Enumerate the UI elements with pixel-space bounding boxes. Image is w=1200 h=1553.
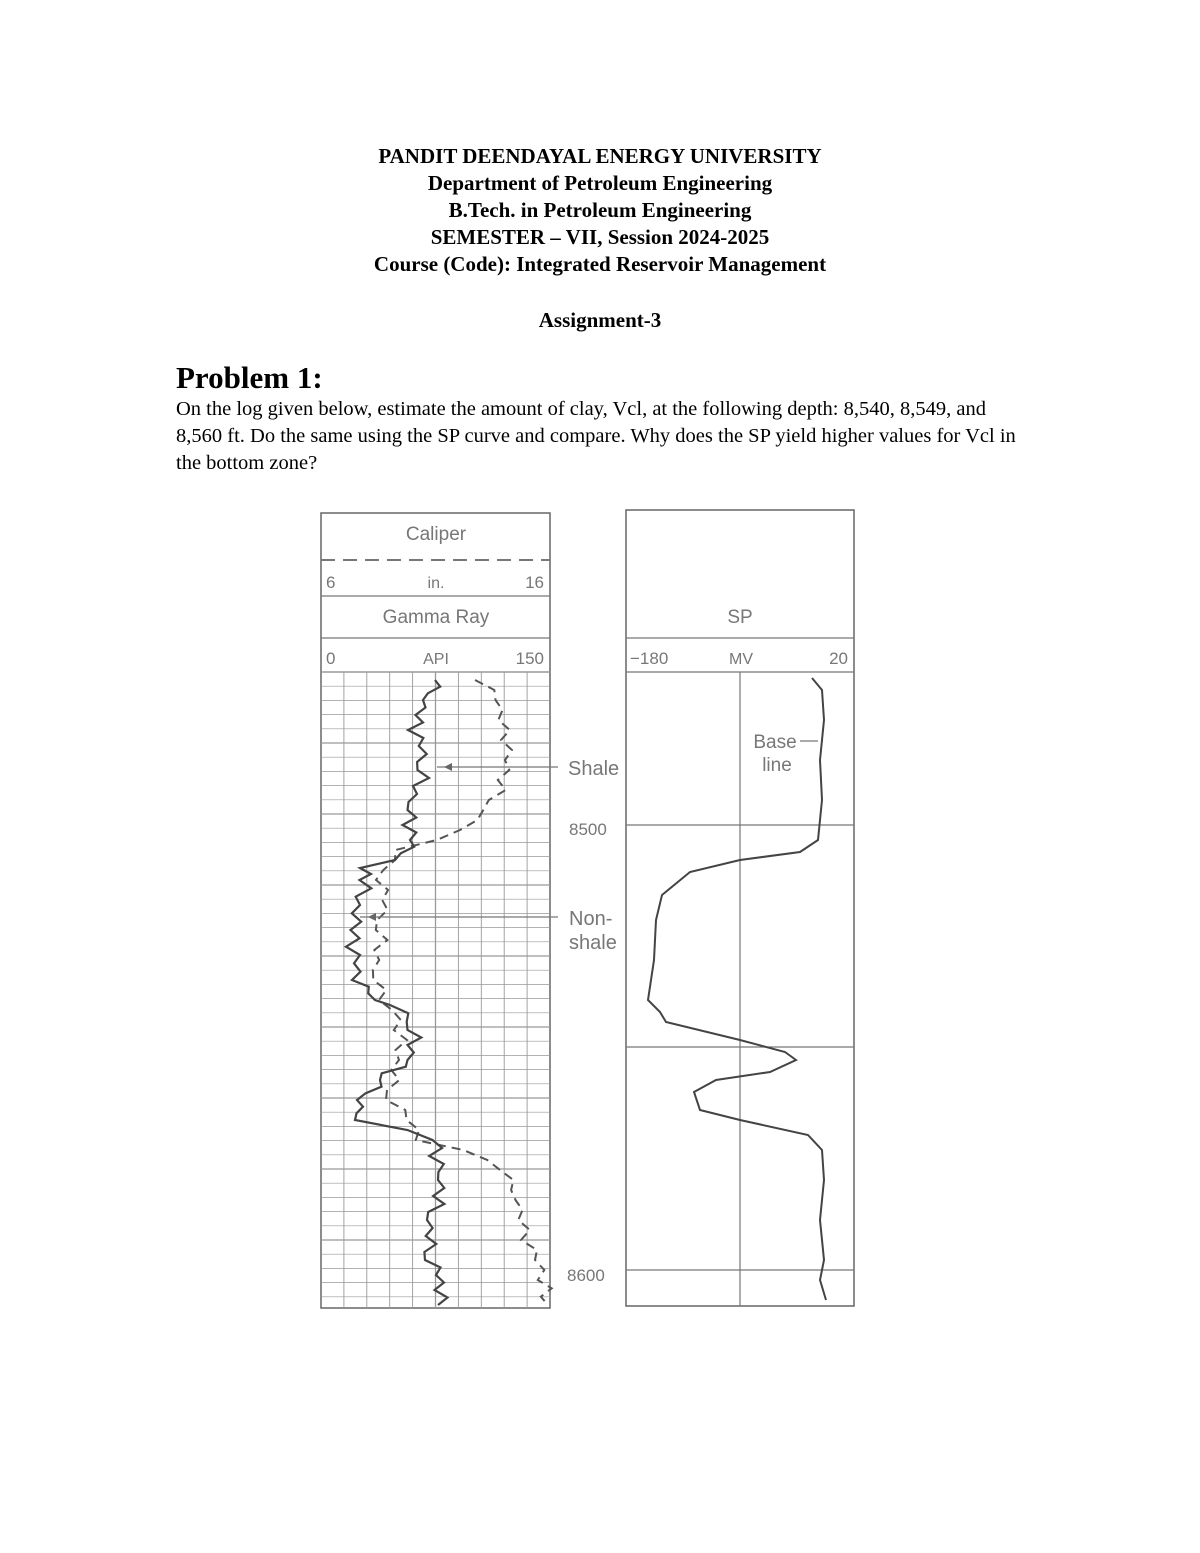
sp-max: 20 <box>829 649 848 668</box>
course-line: Course (Code): Integrated Reservoir Management <box>373 252 827 276</box>
sp-min: −180 <box>630 649 669 668</box>
shale-marker-arrow <box>444 763 452 771</box>
baseline-label-line2: line <box>762 755 792 776</box>
caliper-label: Caliper <box>405 524 467 545</box>
sp-unit: MV <box>729 651 753 668</box>
sp-label: SP <box>727 607 753 628</box>
left-log-track <box>321 513 558 1308</box>
nonshale-marker-arrow <box>368 913 376 921</box>
depth-8600-label: 8600 <box>567 1266 605 1285</box>
gamma-ray-label: Gamma Ray <box>382 607 490 628</box>
depth-8500-label: 8500 <box>569 820 607 839</box>
sp-curve <box>648 678 826 1300</box>
baseline-label-line1: Base <box>753 732 797 753</box>
assignment-title: Assignment-3 <box>538 308 662 332</box>
right-log-track <box>626 510 854 1306</box>
gamma-ray-max: 150 <box>515 649 544 668</box>
university-name: PANDIT DEENDAYAL ENERGY UNIVERSITY <box>378 144 822 168</box>
gamma-ray-unit: API <box>423 651 449 668</box>
gamma-ray-min: 0 <box>326 649 336 668</box>
nonshale-label-line1: Non- <box>569 908 613 930</box>
caliper-unit: in. <box>427 575 445 592</box>
caliper-min: 6 <box>326 573 336 592</box>
nonshale-label-line2: shale <box>569 932 617 954</box>
shale-label: Shale <box>568 758 620 780</box>
department-name: Department of Petroleum Engineering <box>427 171 773 195</box>
problem-text: On the log given below, estimate the amount of clay, Vcl, at the following depth: 8,540, 8,549, and 8,560 ft. Do the same using the SP curve and compare. Why does the SP yield higher values for Vcl in the bottom zone? <box>176 398 1016 474</box>
caliper-max: 16 <box>525 573 544 592</box>
problem-title: Problem 1: <box>176 360 323 395</box>
semester-line: SEMESTER – VII, Session 2024-2025 <box>430 225 770 249</box>
program-name: B.Tech. in Petroleum Engineering <box>448 198 752 222</box>
